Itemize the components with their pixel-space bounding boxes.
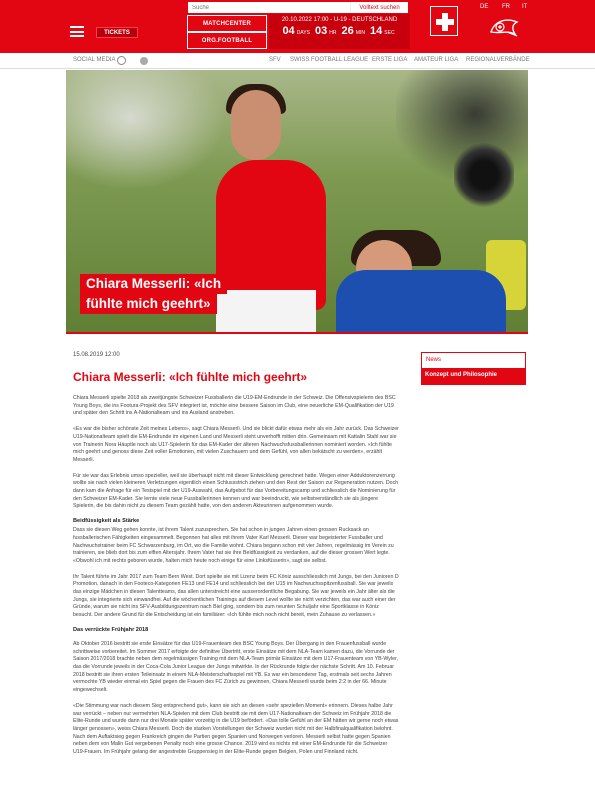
swiss-flag-icon[interactable] <box>430 6 458 36</box>
top-header <box>0 0 595 53</box>
orgfootball-button[interactable]: ORG.FOOTBALL <box>187 32 267 49</box>
article-paragraph: Ab Oktober 2016 bestritt sie erste Einsätze für das U19-Frauenteam des BSC Young Boys. Der Übergang in den Frauenfussball wurde schrittweise vorbereitet. Im Sommer 2017 erfolgte der definitive Übertritt, erste Einsätze mit dem NLA-Team kamen dazu, die Vorrunde der Saison 2017/2018 brachte neben dem regelmässigen Training mit dem NLA-Team primär Einsätze mit dem U17-Frauenteam von YB-Wyler, das die Vorrunde jeweils in der Coca-Cola Junior League der Jungs mitwirkte. In der Rückrunde folgte der nächste Schritt. Am 10. Februar 2018 bestritt sie ihren ersten Teileinsatz in einem NLA-Meisterschaftsspiel mit YB. Es war ein besonderer Tag, erstmals seit sechs Jahren vermochte YB wieder einmal ein Spiel gegen die Frauen des FC Zürich zu gewinnen, Chiara Messerli wurde beim 2:2 in der 66. Minute eingewechselt. <box>73 640 398 694</box>
article-paragraph: Dass sie diesen Weg gehen konnte, ist ihrem Talent zuzusprechen. Sie hat schon in jungen Jahren einen grossen Rucksack an fussballerischen Fähigkeiten eingesammelt. Begonnen hat alles mit ihrem Vater Karl Messerli. Dieser war begeisterter Fussballer und Nachwuchstrainer beim FC Schwarzenburg, im Ort, wo die Familie wohnt. Chiara begann schon mit vier Jahren, regelmässig im Verein zu trainieren, sie blieb dort bis zum elften Altersjahr. Ihrem Vater hat sie ihre Beidfüssigkeit zu verdanken, auf die dieser grossen Wert legte. «Obwohl ich mit rechts geboren wurde, halten mich heute noch einige für eine Linksfüsserin», sagt sie selbst. <box>73 527 394 564</box>
subnav-sfv[interactable]: SFV <box>269 57 281 63</box>
article-title: Chiara Messerli: «Ich fühlte mich geehrt» <box>73 370 308 384</box>
matchcenter-button[interactable]: MATCHCENTER <box>187 15 267 32</box>
countdown-event: 20.10.2022 17:00 - U-19 - DEUTSCHLAND <box>281 17 398 23</box>
secondary-nav <box>0 53 595 69</box>
article-paragraph: «Die Stimmung war nach diesem Sieg entsprechend gut», kann sie sich an diesen «sehr speziellen Moment» erinnern. Dieses halbe Jahr war verrückt – neben nur vermehrten NLA-Spielen mit dem Club bestritt sie mit dem U17-Nationalteam der Schweiz im Frühjahr 2018 die Elite-Runde und wurde dann nur drei Monate später vorzeitig in die U19 befördert. «Das tolle Gefühl an der EM hätten wir gerne noch etwas länger genossen», weiss Chiara Messerli. Doch die starken Vorstellungen der Schweiz wurden nicht mit der Halbfinalqualifikation belohnt. Nach dem Auftaktsieg gegen Frankreich gingen die Partien gegen Spanien und Norwegen verloren. Messerli selbst hatte gegen Spanien neben dem von Malin Gut vergebenen Penalty noch eine grosse Chance. 2019 wird es nichts mit einer EM-Endrunde für die Schweizer U19-Frauen. Im Frühjahr gelang der angestrebte Gruppensieg in der Elite-Runde gegen Belgien, Polen und Finnland nicht. <box>73 702 399 756</box>
subnav-regionalverbaende[interactable]: REGIONALVERBÄNDE <box>466 57 530 63</box>
social-account-icon[interactable] <box>140 57 148 65</box>
subnav-erste-liga[interactable]: ERSTE LIGA <box>372 57 408 63</box>
match-countdown[interactable] <box>269 14 410 49</box>
lang-it-link[interactable]: IT <box>522 4 528 10</box>
search-input[interactable] <box>188 2 350 13</box>
sfv-logo-icon[interactable] <box>487 14 521 40</box>
article-paragraph: Für sie war das Erlebnis umso spezieller, weil sie überhaupt nicht mit dieser Entwicklung gerechnet hatte. Wegen einer Adduktorenzerrung wollte sie nach vielen kleineren Verletzungen eigentlich einen Schlussstrich ziehen und den Rest der Saison zur Regeneration nutzen. Doch dann kam die Anfrage für ein Testspiel mit der U19-Auswahl, das Aufgebot für das Vorbereitungscamp und schliesslich die Nominierung für den Schweizer EM-Kader. Sie lernte viele neue Fussballerinnen kennen und war beeindruckt, wie selbstverständlich sie als jüngere Spielerin, die bis dahin nicht zu diesem Team gezählt hatte, von den anderen Akteurinnen aufgenommen wurde. <box>73 472 399 510</box>
hero-title-line1: Chiara Messerli: «Ich <box>80 274 227 294</box>
player-opponent <box>336 270 506 334</box>
subnav-amateur-liga[interactable]: AMATEUR LIGA <box>414 57 459 63</box>
social-media-label: SOCIAL MEDIA <box>73 57 116 63</box>
player-swiss <box>216 160 326 310</box>
hero-title-line2: fühlte mich geehrt» <box>80 294 217 314</box>
sidebar-nav <box>421 352 526 385</box>
article-body <box>73 352 400 757</box>
sidebar-item-news[interactable]: News <box>421 352 526 368</box>
camera-icon <box>454 140 514 210</box>
lang-de-link[interactable]: DE <box>480 4 489 10</box>
tickets-button[interactable]: TICKETS <box>96 27 138 38</box>
article-subheading: Das verrückte Frühjahr 2018 <box>73 626 149 633</box>
lang-fr-link[interactable]: FR <box>502 4 510 10</box>
article-subheading: Beidfüssigkeit als Stärke <box>73 518 140 525</box>
hero-image <box>66 70 528 334</box>
article-date: 15.08.2019 12:00 <box>73 352 120 358</box>
countdown-timer: 04 DAYS 03 HR 26 MIN 14 SEC <box>282 25 395 37</box>
social-ball-icon[interactable] <box>117 56 126 65</box>
article-paragraph: «Es war die bisher schönste Zeit meines Lebens», sagt Chiara Messerli. Und sie blickt dafür etwas mehr als ein Jahr zurück. Das Schweizer U19-Nationalteam spielt die EM-Endrunde im eigenen Land und Messerli steht unverhofft mitten drin. Gemeinsam mit Kattalin Stahl war sie von Trainerin Nora Häuptle noch als U17-Spielerin für das EM-Kader der älteren Nachwuchsfussballerinnen nominiert worden. «Ich fühlte mich geehrt und genoss diese Zeit voller Emotionen, mit vielen Zuschauern und dem Gefühl, von allen bekätscht zu werden», erzählt Messerli. <box>73 426 399 463</box>
sidebar-item-konzept[interactable]: Konzept und Philosophie <box>421 368 526 384</box>
subnav-swiss-football-league[interactable]: SWISS FOOTBALL LEAGUE <box>290 57 369 63</box>
sidebar-divider <box>421 384 526 385</box>
menu-icon[interactable] <box>70 26 84 37</box>
fulltext-search-button[interactable]: Volltext suchen <box>350 2 408 13</box>
article-paragraph: Chiara Messerli spielte 2018 als zweitjüngste Schweizer Fussballerin die U19-EM-Endrunde in der Schweiz. Die Offensivspielerin des BSC Young Boys, die ins Footura-Projekt des SFV integriert ist, möchte eine bessere Saison im Club, eine neuerliche EM-Qualifikation der U19 und später den Schritt ins A-Nationalteam und ins Ausland anstreben. <box>73 395 396 417</box>
search-bar <box>187 1 409 14</box>
article-paragraph: Ihr Talent führte im Jahr 2017 zum Team Bern West. Dort spielte sie mit Lizenz beim FC Köniz ausschliesslich mit Jungs, bei den Junioren D Promotion, danach in den Footeco-Kategorien FE13 und FE14 und schliesslich bei der U15 im Nachwuchsspitzenfussball. Sie war jeweils das einzige Mädchen in diesen Talentteams, das allen unterstreicht eine ausserordentliche Begabung. Sie war jeweils ein Jahr älter als die Jungs, sie integrierte sich einwandfrei. Auf die wöchentlichen Trainings auf diesem Level wollte sie nicht verzichten, das war auch einer der Gründe, warum sie nicht ins SFV-Ausbildungszentrum nach Biel ging, sondern bis zum neunten Schuljahr eine Sportklasse in Köniz besucht. Der andere Grund für die Entscheidung ist ein familiärer: «Ich fühlte mich noch nicht bereit, mein Zuhause zu verlassen.» <box>73 573 399 619</box>
